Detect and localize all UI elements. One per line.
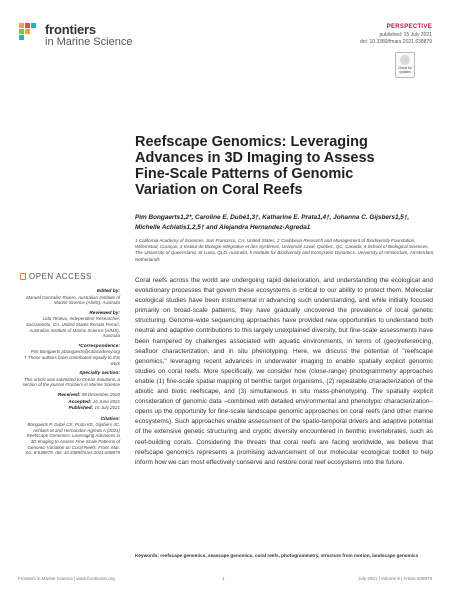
keywords: Keywords: reefscape genomics, seascape genomics, coral reefs, photogrammetry, structure from motion, landscape genomics bbox=[135, 553, 419, 558]
equal-contribution-note: † These authors have contributed equally to this work bbox=[24, 354, 120, 366]
footer-issue-info: July 2021 | Volume 8 | Article 638879 bbox=[358, 576, 432, 581]
lock-icon bbox=[20, 273, 26, 280]
article-type: PERSPECTIVE bbox=[386, 24, 432, 30]
page-footer bbox=[18, 576, 432, 584]
author-list: Pim Bongaerts1,2*, Caroline E. Dubé1,3†, Katharine E. Prata1,4†, Johanna C. Gijsbers1,5†, Michelle Achlatis1,2,5† and Alejandra Hernandez-Agreda1 bbox=[135, 214, 410, 231]
article-title: Reefscape Genomics: Leveraging Advances in 3D Imaging to Assess Fine-Scale Patterns of Genomic Variation on Coral Reefs bbox=[135, 134, 375, 198]
journal-name: in Marine Science bbox=[45, 36, 133, 48]
page-number: 1 bbox=[222, 576, 225, 581]
specialty-section: Specialty section: This article was submitted to Ocean Solutions, a section of the journal Frontiers in Marine Science bbox=[22, 371, 120, 388]
updates-label: Check for updates bbox=[398, 66, 412, 74]
edited-by: Edited by: Manuel Gonzalez-Rivero, Australian Institute of Marine Science (AIMS), Australia bbox=[26, 289, 120, 306]
citation: Citation: Bongaerts P, Dubé CE, Prata KE, Gijsbers JC, Achlatis M and Hernandez-Agreda A (2021) Reefscape Genomics: Leveraging Advances in 3D Imaging to Assess Fine-Scale Patterns of Genomic Variation on Coral Reefs. Front. Mar. Sci. 8:638879. doi: 10.3389/fmars.2021.638879 bbox=[25, 416, 120, 456]
publication-info bbox=[360, 32, 432, 45]
updates-icon bbox=[400, 55, 410, 65]
affiliations: 1 California Academy of Sciences, San Francisco, CA, United States, 2 Caribbean Research and Management of Biodiversity Foundation, Willemstad, Curaçao, 3 Institut de Biologie Intégrative et des Systèmes, Université Laval, Québec, QC, Canada, 4 School of Biological Sciences, The University of Queensland, St Lucia, QLD, Australia, 5 Institute for Biodiversity and Ecosystem Dynamics, University of Amsterdam, Amsterdam, Netherlands bbox=[135, 238, 435, 262]
brand-name: frontiers bbox=[45, 22, 96, 37]
open-access-badge: OPEN ACCESS bbox=[20, 272, 120, 281]
abstract-text: Coral reefs across the world are undergoing rapid deterioration, and understanding the ecological and evolutionary processes that govern these ecosystems is critical to our ability to protect them. Molecular ecological studies have been instrumental in advancing such understanding, and while initially focused primarily on broad-scale patterns, they have gradually uncovered the prevalence of local genetic structuring. Genome-wide sequencing approaches have provided new opportunities to understand both neutral and adaptive contributions to this largely unexplained diversity, but fine-scale assessments have been hampered by challenges associated with aquatic environments, in terms of (geo)referencing, seafloor characterization, and in situ phenotyping. Here, we discuss the potential of "reefscape genomics," leveraging recent advances in underwater imaging to enable spatially explicit genomic studies on coral reefs. More specifically, we consider how (close-range) photogrammetry approaches enable (1) fine-scale spatial mapping of benthic target organisms, (2) repeatable characterization of the abiotic and biotic reefscape, and (3) simultaneous in situ mass-phenotyping. The spatially explicit consideration of genomic data –combined with detailed environmental and phenotypic characterization– opens up the opportunity for fine-scale landscape genomic approaches on coral reefs (and other marine ecosystems). Such approaches enable assessment of the spatio-temporal drivers and adaptive potential of the extensive genetic structuring and cryptic diversity encountered in benthic invertebrates, such as reef-building corals. Considering the threats that coral reefs are facing worldwide, we believe that reefscape genomics represents a promising advancement of our molecular ecological toolkit to help inform how we can most effectively conserve and restore coral reef ecosystems into the future. bbox=[135, 277, 433, 466]
doi: doi: 10.3389/fmars.2021.638879 bbox=[360, 38, 432, 45]
reviewed-by: Reviewed by: Lida Teneva, Independent Researcher, Sacramento, CA, United States Renata Ferrari, Australian Institute of Marine Science (AIMS), Australia bbox=[25, 310, 120, 339]
published-date: published: 15 July 2021 bbox=[379, 32, 432, 38]
dates: Received: 08 December 2020 Accepted: 16 June 2021 Published: 15 July 2021 bbox=[57, 391, 120, 412]
check-for-updates-button[interactable] bbox=[395, 52, 415, 78]
correspondence: *Correspondence: Pim Bongaerts pbongaerts@calacademy.org † These authors have contributed equally to this work bbox=[24, 343, 120, 366]
article-meta-column bbox=[20, 272, 120, 460]
frontiers-logo-icon bbox=[19, 23, 41, 43]
footer-journal-link[interactable]: Frontiers in Marine Science | www.frontiersin.org bbox=[18, 576, 115, 581]
